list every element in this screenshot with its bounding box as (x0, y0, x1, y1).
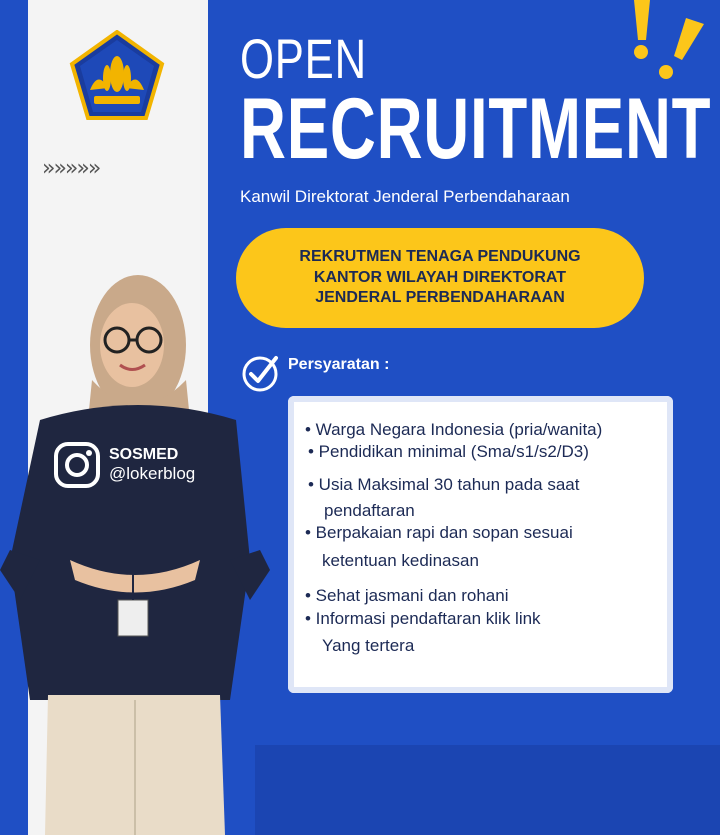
requirement-item: • Pendidikan minimal (Sma/s1/s2/D3) (308, 442, 589, 461)
social-media-text (109, 446, 195, 484)
requirement-item: pendaftaran (324, 501, 415, 520)
instagram-icon[interactable] (53, 441, 101, 489)
bottom-dark-block (255, 745, 720, 835)
chevron-arrows-icon: »»»»» (42, 156, 100, 181)
requirement-item: • Usia Maksimal 30 tahun pada saat (308, 475, 580, 494)
social-media-block (53, 441, 195, 489)
kemenkeu-logo (68, 30, 166, 122)
title-open: OPEN (240, 27, 367, 90)
social-media-title: SOSMED (109, 446, 179, 463)
requirement-item: Yang tertera (322, 636, 415, 655)
exclamation-icon (628, 0, 708, 86)
banner-text (270, 247, 610, 308)
subtitle: Kanwil Direktorat Jenderal Perbendaharaan (240, 187, 570, 206)
requirement-item: • Sehat jasmani dan rohani (305, 586, 509, 605)
banner-line-2: KANTOR WILAYAH DIREKTORAT (313, 268, 567, 286)
banner-line-1: REKRUTMEN TENAGA PENDUKUNG (299, 248, 581, 266)
social-media-handle[interactable]: @lokerblog (109, 464, 196, 483)
requirements-heading: Persyaratan : (288, 356, 390, 373)
woman-photo (0, 270, 270, 835)
requirement-item: • Informasi pendaftaran klik link (305, 609, 541, 628)
requirement-item: ketentuan kedinasan (322, 551, 479, 570)
requirement-item: • Berpakaian rapi dan sopan sesuai (305, 523, 573, 542)
banner-line-3: JENDERAL PERBENDAHARAAN (315, 289, 565, 307)
requirement-item: • Warga Negara Indonesia (pria/wanita) (305, 420, 603, 439)
recruitment-banner (236, 228, 644, 328)
requirements-card (288, 396, 673, 693)
title-recruitment: RECRUITMENT (240, 81, 712, 177)
